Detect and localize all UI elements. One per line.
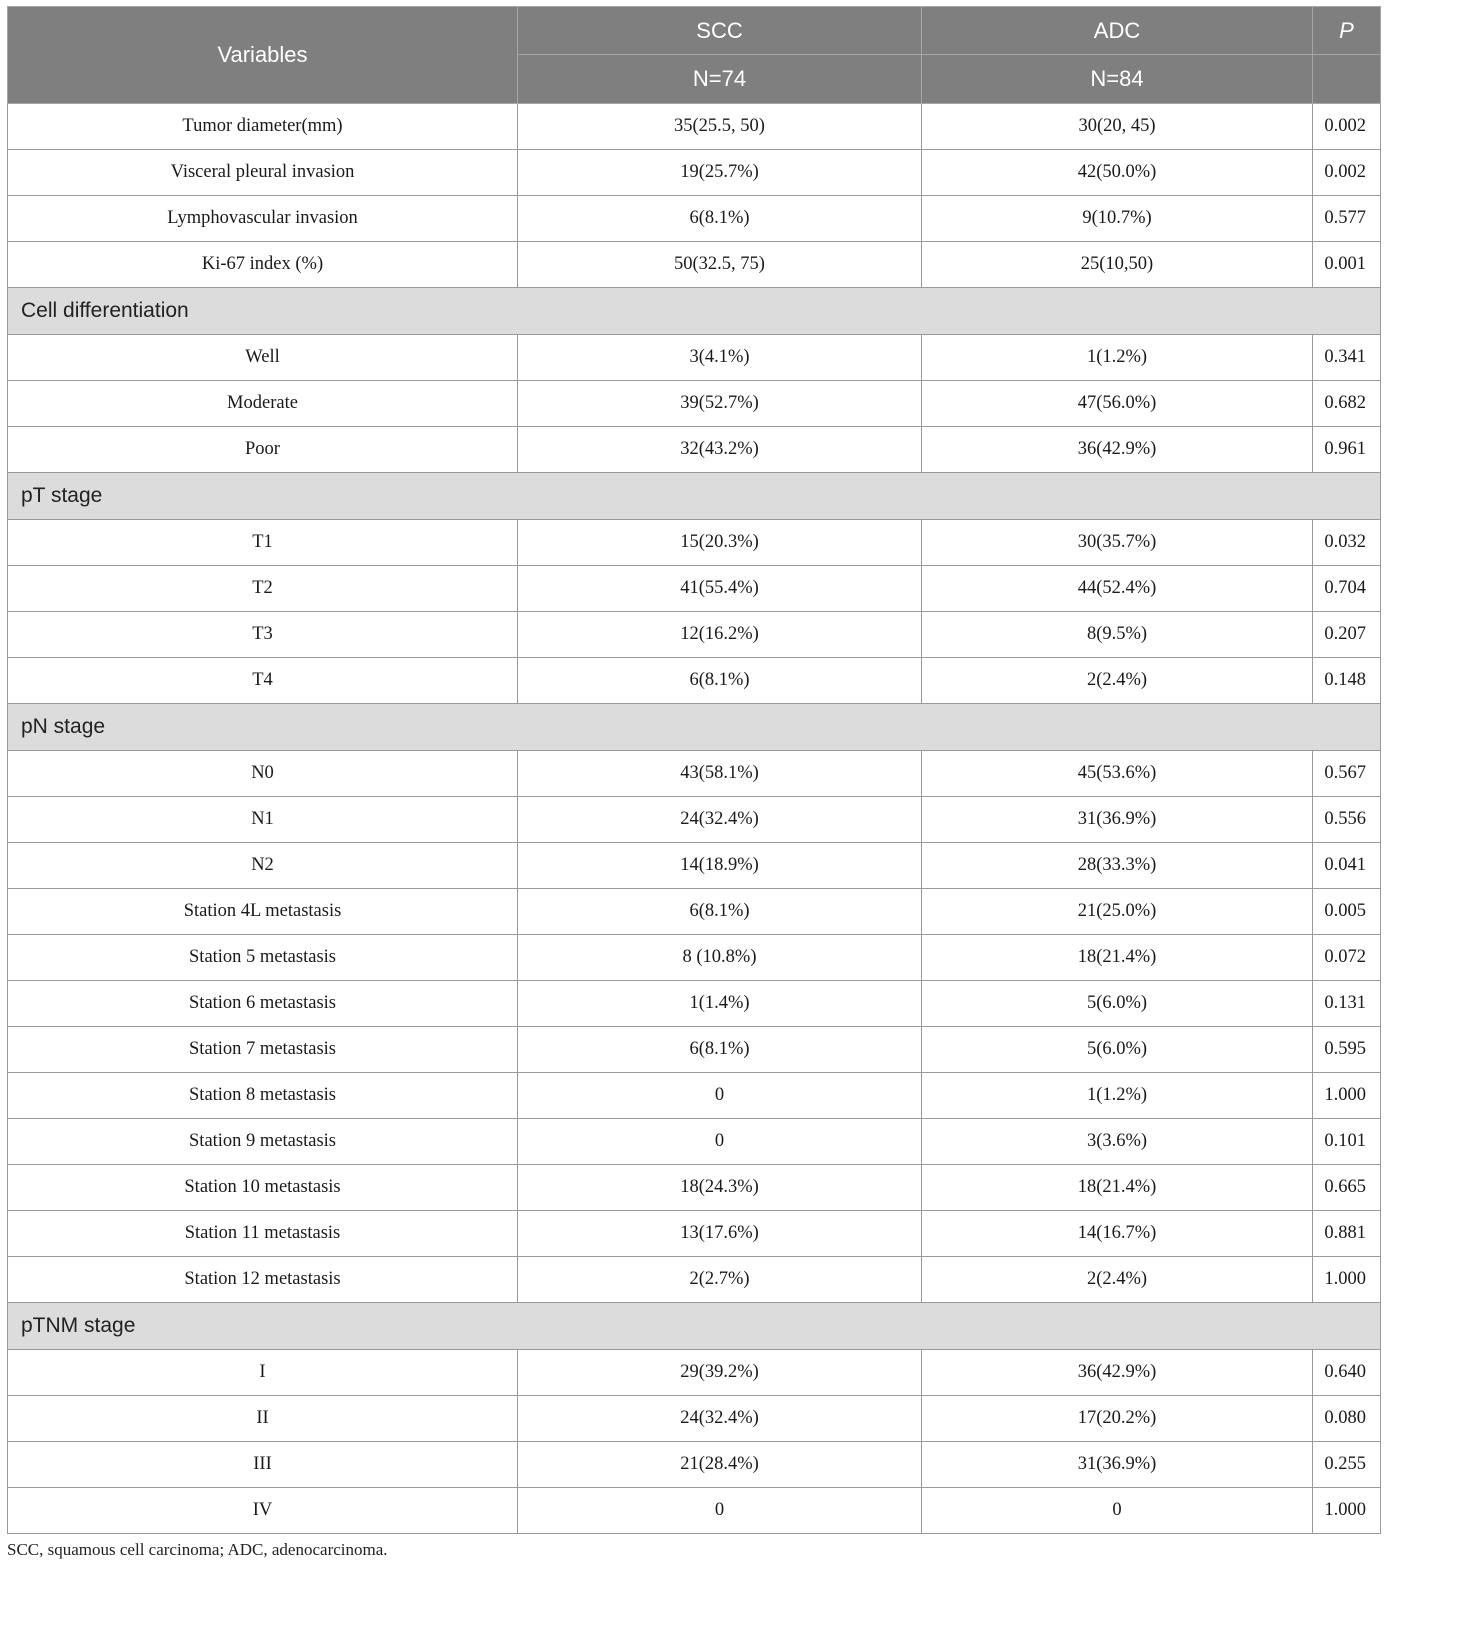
header-variables: Variables xyxy=(8,7,518,104)
section-label: pTNM stage xyxy=(8,1303,1381,1350)
adc-cell: 25(10,50) xyxy=(922,242,1313,288)
table-row xyxy=(8,1442,1381,1488)
scc-cell: 6(8.1%) xyxy=(518,196,922,242)
p-value-cell: 0.002 xyxy=(1313,104,1381,150)
table-row xyxy=(8,1396,1381,1442)
variable-cell: Ki-67 index (%) xyxy=(8,242,518,288)
p-value-cell: 1.000 xyxy=(1313,1257,1381,1303)
scc-cell: 41(55.4%) xyxy=(518,566,922,612)
variable-cell: II xyxy=(8,1396,518,1442)
adc-cell: 18(21.4%) xyxy=(922,935,1313,981)
table-row xyxy=(8,751,1381,797)
adc-cell: 44(52.4%) xyxy=(922,566,1313,612)
variable-cell: Station 5 metastasis xyxy=(8,935,518,981)
table-row xyxy=(8,1073,1381,1119)
variable-cell: N0 xyxy=(8,751,518,797)
section-row xyxy=(8,704,1381,751)
p-value-cell: 0.001 xyxy=(1313,242,1381,288)
scc-cell: 32(43.2%) xyxy=(518,427,922,473)
adc-cell: 1(1.2%) xyxy=(922,1073,1313,1119)
variable-cell: Station 9 metastasis xyxy=(8,1119,518,1165)
p-value-cell: 0.041 xyxy=(1313,843,1381,889)
table-row xyxy=(8,104,1381,150)
header-p-blank xyxy=(1313,55,1381,104)
adc-cell: 0 xyxy=(922,1488,1313,1534)
adc-cell: 2(2.4%) xyxy=(922,1257,1313,1303)
adc-cell: 21(25.0%) xyxy=(922,889,1313,935)
scc-cell: 6(8.1%) xyxy=(518,658,922,704)
table-row xyxy=(8,150,1381,196)
p-value-cell: 0.640 xyxy=(1313,1350,1381,1396)
scc-cell: 6(8.1%) xyxy=(518,889,922,935)
table-row xyxy=(8,1027,1381,1073)
adc-cell: 5(6.0%) xyxy=(922,1027,1313,1073)
p-value-cell: 0.255 xyxy=(1313,1442,1381,1488)
p-value-cell: 0.595 xyxy=(1313,1027,1381,1073)
adc-cell: 2(2.4%) xyxy=(922,658,1313,704)
section-label: pT stage xyxy=(8,473,1381,520)
comparison-table xyxy=(7,6,1381,1534)
adc-cell: 17(20.2%) xyxy=(922,1396,1313,1442)
table-row xyxy=(8,427,1381,473)
table-row xyxy=(8,520,1381,566)
section-row xyxy=(8,288,1381,335)
adc-cell: 9(10.7%) xyxy=(922,196,1313,242)
variable-cell: N2 xyxy=(8,843,518,889)
scc-cell: 21(28.4%) xyxy=(518,1442,922,1488)
variable-cell: Station 7 metastasis xyxy=(8,1027,518,1073)
scc-cell: 13(17.6%) xyxy=(518,1211,922,1257)
p-value-cell: 0.881 xyxy=(1313,1211,1381,1257)
scc-cell: 0 xyxy=(518,1119,922,1165)
table-row xyxy=(8,242,1381,288)
header-row-1 xyxy=(8,7,1381,55)
section-label: pN stage xyxy=(8,704,1381,751)
table-row xyxy=(8,889,1381,935)
adc-cell: 28(33.3%) xyxy=(922,843,1313,889)
variable-cell: Station 11 metastasis xyxy=(8,1211,518,1257)
table-body xyxy=(8,104,1381,1534)
adc-cell: 18(21.4%) xyxy=(922,1165,1313,1211)
table-row xyxy=(8,981,1381,1027)
header-adc-n: N=84 xyxy=(922,55,1313,104)
p-value-cell: 0.577 xyxy=(1313,196,1381,242)
adc-cell: 14(16.7%) xyxy=(922,1211,1313,1257)
adc-cell: 45(53.6%) xyxy=(922,751,1313,797)
table-row xyxy=(8,1488,1381,1534)
scc-cell: 1(1.4%) xyxy=(518,981,922,1027)
scc-cell: 24(32.4%) xyxy=(518,1396,922,1442)
p-value-cell: 0.131 xyxy=(1313,981,1381,1027)
p-value-cell: 0.704 xyxy=(1313,566,1381,612)
p-value-cell: 0.961 xyxy=(1313,427,1381,473)
scc-cell: 3(4.1%) xyxy=(518,335,922,381)
variable-cell: III xyxy=(8,1442,518,1488)
table-header xyxy=(8,7,1381,104)
scc-cell: 29(39.2%) xyxy=(518,1350,922,1396)
p-value-cell: 0.005 xyxy=(1313,889,1381,935)
table-row xyxy=(8,658,1381,704)
p-value-cell: 0.101 xyxy=(1313,1119,1381,1165)
scc-cell: 43(58.1%) xyxy=(518,751,922,797)
scc-cell: 39(52.7%) xyxy=(518,381,922,427)
scc-cell: 8 (10.8%) xyxy=(518,935,922,981)
p-value-cell: 0.080 xyxy=(1313,1396,1381,1442)
variable-cell: IV xyxy=(8,1488,518,1534)
p-value-cell: 0.032 xyxy=(1313,520,1381,566)
p-value-cell: 0.665 xyxy=(1313,1165,1381,1211)
adc-cell: 1(1.2%) xyxy=(922,335,1313,381)
table-row xyxy=(8,797,1381,843)
variable-cell: N1 xyxy=(8,797,518,843)
scc-cell: 2(2.7%) xyxy=(518,1257,922,1303)
section-label: Cell differentiation xyxy=(8,288,1381,335)
table-row xyxy=(8,196,1381,242)
scc-cell: 0 xyxy=(518,1488,922,1534)
section-row xyxy=(8,1303,1381,1350)
variable-cell: Station 4L metastasis xyxy=(8,889,518,935)
table-row xyxy=(8,612,1381,658)
header-scc: SCC xyxy=(518,7,922,55)
p-value-cell: 0.207 xyxy=(1313,612,1381,658)
table-row xyxy=(8,1211,1381,1257)
p-value-cell: 1.000 xyxy=(1313,1073,1381,1119)
scc-cell: 35(25.5, 50) xyxy=(518,104,922,150)
adc-cell: 42(50.0%) xyxy=(922,150,1313,196)
table-row xyxy=(8,1165,1381,1211)
scc-cell: 14(18.9%) xyxy=(518,843,922,889)
variable-cell: Visceral pleural invasion xyxy=(8,150,518,196)
adc-cell: 36(42.9%) xyxy=(922,427,1313,473)
scc-cell: 50(32.5, 75) xyxy=(518,242,922,288)
adc-cell: 31(36.9%) xyxy=(922,797,1313,843)
scc-cell: 18(24.3%) xyxy=(518,1165,922,1211)
section-row xyxy=(8,473,1381,520)
variable-cell: Well xyxy=(8,335,518,381)
p-value-cell: 0.072 xyxy=(1313,935,1381,981)
table-row xyxy=(8,843,1381,889)
variable-cell: Moderate xyxy=(8,381,518,427)
variable-cell: Station 12 metastasis xyxy=(8,1257,518,1303)
p-value-cell: 0.682 xyxy=(1313,381,1381,427)
adc-cell: 47(56.0%) xyxy=(922,381,1313,427)
p-value-cell: 1.000 xyxy=(1313,1488,1381,1534)
scc-cell: 12(16.2%) xyxy=(518,612,922,658)
p-value-cell: 0.148 xyxy=(1313,658,1381,704)
header-scc-n: N=74 xyxy=(518,55,922,104)
adc-cell: 8(9.5%) xyxy=(922,612,1313,658)
adc-cell: 30(20, 45) xyxy=(922,104,1313,150)
scc-cell: 19(25.7%) xyxy=(518,150,922,196)
table-row xyxy=(8,566,1381,612)
variable-cell: Tumor diameter(mm) xyxy=(8,104,518,150)
variable-cell: Poor xyxy=(8,427,518,473)
table-row xyxy=(8,1350,1381,1396)
scc-cell: 0 xyxy=(518,1073,922,1119)
p-value-cell: 0.567 xyxy=(1313,751,1381,797)
scc-cell: 24(32.4%) xyxy=(518,797,922,843)
scc-cell: 15(20.3%) xyxy=(518,520,922,566)
p-value-cell: 0.341 xyxy=(1313,335,1381,381)
table-footnote: SCC, squamous cell carcinoma; ADC, adenocarcinoma. xyxy=(7,1540,388,1559)
table-row xyxy=(8,335,1381,381)
table-row xyxy=(8,1257,1381,1303)
p-value-cell: 0.002 xyxy=(1313,150,1381,196)
variable-cell: T3 xyxy=(8,612,518,658)
adc-cell: 36(42.9%) xyxy=(922,1350,1313,1396)
adc-cell: 30(35.7%) xyxy=(922,520,1313,566)
adc-cell: 3(3.6%) xyxy=(922,1119,1313,1165)
variable-cell: Lymphovascular invasion xyxy=(8,196,518,242)
variable-cell: T4 xyxy=(8,658,518,704)
adc-cell: 5(6.0%) xyxy=(922,981,1313,1027)
header-adc: ADC xyxy=(922,7,1313,55)
variable-cell: Station 10 metastasis xyxy=(8,1165,518,1211)
table-row xyxy=(8,381,1381,427)
header-p-value: P xyxy=(1313,7,1381,55)
variable-cell: T2 xyxy=(8,566,518,612)
data-table-container xyxy=(7,6,1380,1534)
variable-cell: Station 6 metastasis xyxy=(8,981,518,1027)
variable-cell: T1 xyxy=(8,520,518,566)
p-value-cell: 0.556 xyxy=(1313,797,1381,843)
scc-cell: 6(8.1%) xyxy=(518,1027,922,1073)
table-row xyxy=(8,1119,1381,1165)
variable-cell: Station 8 metastasis xyxy=(8,1073,518,1119)
table-row xyxy=(8,935,1381,981)
variable-cell: I xyxy=(8,1350,518,1396)
adc-cell: 31(36.9%) xyxy=(922,1442,1313,1488)
